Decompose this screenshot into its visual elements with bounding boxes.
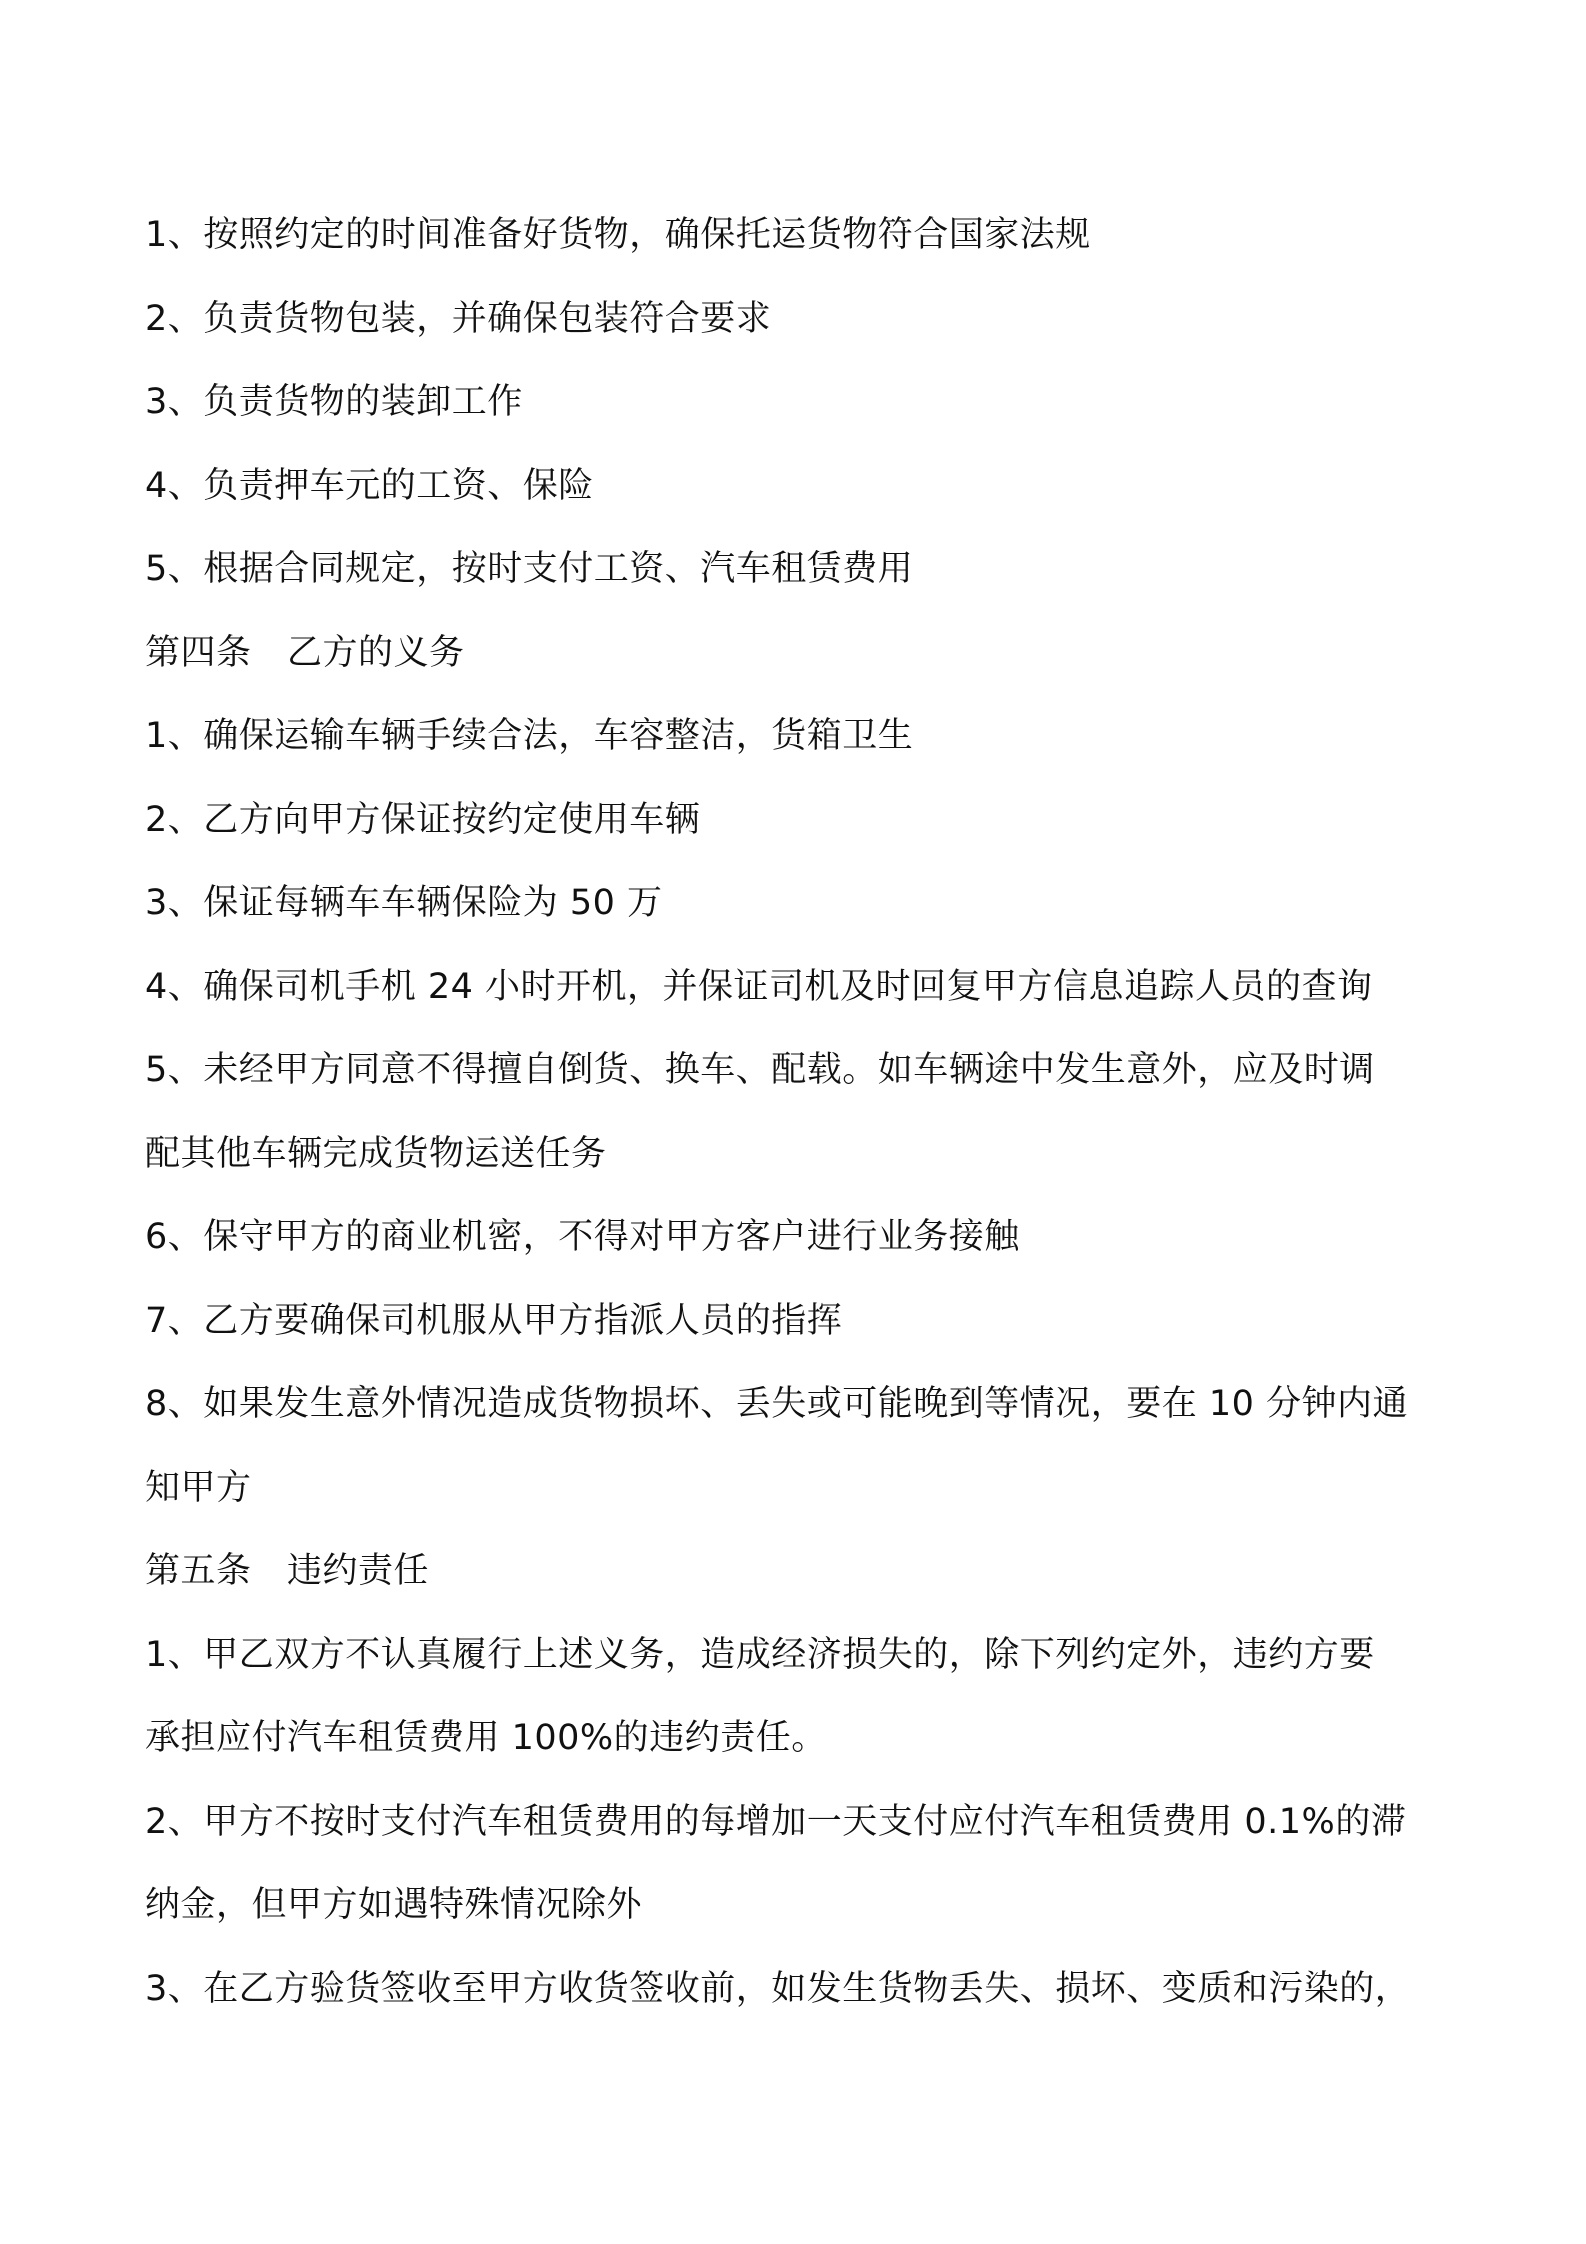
clause-a-item-4: 4、负责押车元的工资、保险 [145, 465, 594, 506]
article-5-item-2-cont: 纳金，但甲方如遇特殊情况除外 [145, 1885, 643, 1925]
article-4-item-6: 6、保守甲方的商业机密，不得对甲方客户进行业务接触 [145, 1217, 1020, 1257]
article-4-item-1: 1、确保运输车辆手续合法，车容整洁，货箱卫生 [145, 716, 914, 756]
clause-a-item-5: 5、根据合同规定，按时支付工资、汽车租赁费用 [145, 549, 914, 589]
clause-a-item-3: 3、负责货物的装卸工作 [145, 382, 523, 422]
clause-a-item-1: 1、按照约定的时间准备好货物，确保托运货物符合国家法规 [145, 215, 1091, 255]
article-5-item-3: 3、在乙方验货签收至甲方收货签收前，如发生货物丢失、损坏、变质和污染的， [145, 1968, 1411, 2009]
article-5-item-2: 2、甲方不按时支付汽车租赁费用的每增加一天支付应付汽车租赁费用 0.1%的滞 [145, 1801, 1407, 1842]
article-4-item-8-cont: 知甲方 [145, 1467, 252, 1508]
article-4-item-7: 7、乙方要确保司机服从甲方指派人员的指挥 [145, 1300, 843, 1341]
document-body [145, 194, 1445, 2031]
article-4-item-5: 5、未经甲方同意不得擅自倒货、换车、配载。如车辆途中发生意外，应及时调 [145, 1050, 1375, 1090]
article-5-heading: 第五条 违约责任 [145, 1551, 430, 1591]
article-4-heading: 第四条 乙方的义务 [145, 632, 465, 673]
article-4-item-3: 3、保证每辆车车辆保险为 50 万 [145, 883, 663, 923]
article-4-item-8: 8、如果发生意外情况造成货物损坏、丢失或可能晚到等情况，要在 10 分钟内通 [145, 1384, 1409, 1424]
clause-a-item-2: 2、负责货物包装，并确保包装符合要求 [145, 298, 772, 339]
article-4-item-5-cont: 配其他车辆完成货物运送任务 [145, 1133, 607, 1174]
article-5-item-1-cont: 承担应付汽车租赁费用 100%的违约责任。 [145, 1718, 827, 1758]
article-4-item-2: 2、乙方向甲方保证按约定使用车辆 [145, 799, 701, 840]
article-4-item-4: 4、确保司机手机 24 小时开机，并保证司机及时回复甲方信息追踪人员的查询 [145, 966, 1373, 1007]
article-5-item-1: 1、甲乙双方不认真履行上述义务，造成经济损失的，除下列约定外，违约方要 [145, 1634, 1375, 1675]
